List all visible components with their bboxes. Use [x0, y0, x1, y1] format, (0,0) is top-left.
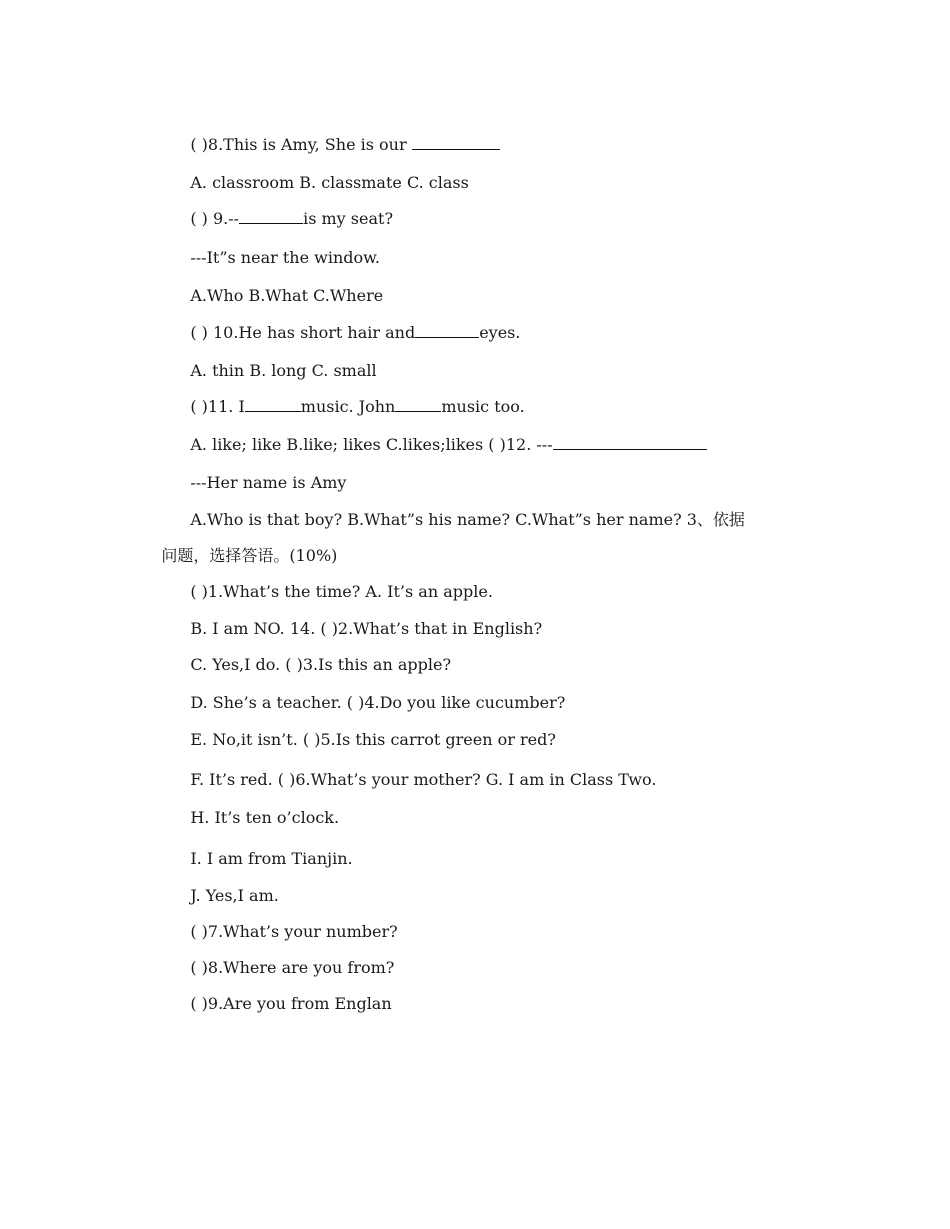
match-text: ( )7.What’s your number? — [190, 922, 398, 941]
answer-text: ---Her name is Amy — [190, 473, 347, 492]
question-text-tail: is my seat? — [303, 209, 394, 228]
match-text: B. I am NO. 14. ( )2.What’s that in English? — [190, 619, 543, 638]
match-text: F. It’s red. ( )6.What’s your mother? G. I am in Class Two. — [190, 770, 657, 789]
match-text: D. She’s a teacher. ( )4.Do you like cucumber? — [190, 693, 566, 712]
options-text: A. like; like B.like; likes C.likes;likes ( )12. --- — [190, 435, 553, 454]
match-text: ( )1.What’s the time? A. It’s an apple. — [190, 582, 493, 601]
question-text-tail: eyes. — [479, 323, 521, 342]
match-text: H. It’s ten o’clock. — [190, 808, 340, 827]
answer-blank — [245, 397, 301, 412]
question-text: ( )11. I — [190, 397, 245, 416]
match-line-12 — [170, 974, 392, 1034]
answer-blank — [412, 135, 500, 150]
question-text-mid: music. John — [300, 397, 396, 416]
match-text: ( )9.Are you from Englan — [190, 994, 392, 1013]
question-text: ( )8.This is Amy, She is our — [190, 135, 412, 154]
answer-blank — [239, 209, 303, 224]
answer-text: ---It”s near the window. — [190, 248, 380, 267]
answer-blank — [415, 323, 479, 338]
options-text: A.Who B.What C.Where — [190, 286, 384, 305]
match-text: J. Yes,I am. — [190, 886, 279, 905]
match-text: C. Yes,I do. ( )3.Is this an apple? — [190, 655, 452, 674]
answer-blank — [553, 435, 707, 450]
question-text: ( ) 9.-- — [190, 209, 240, 228]
options-text: A.Who is that boy? B.What”s his name? C.What”s her name? 3、依据 — [190, 510, 745, 529]
answer-blank — [395, 397, 441, 412]
options-text: A. classroom B. classmate C. class — [190, 173, 469, 192]
match-text: E. No,it isn’t. ( )5.Is this carrot green or red? — [190, 730, 556, 749]
question-text: ( ) 10.He has short hair and — [190, 323, 416, 342]
question-text-tail: music too. — [441, 397, 525, 416]
section-heading-text: 问题，选择答语。(10%) — [161, 546, 338, 565]
match-text: I. I am from Tianjin. — [190, 849, 353, 868]
match-text: ( )8.Where are you from? — [190, 958, 395, 977]
options-text: A. thin B. long C. small — [190, 361, 377, 380]
